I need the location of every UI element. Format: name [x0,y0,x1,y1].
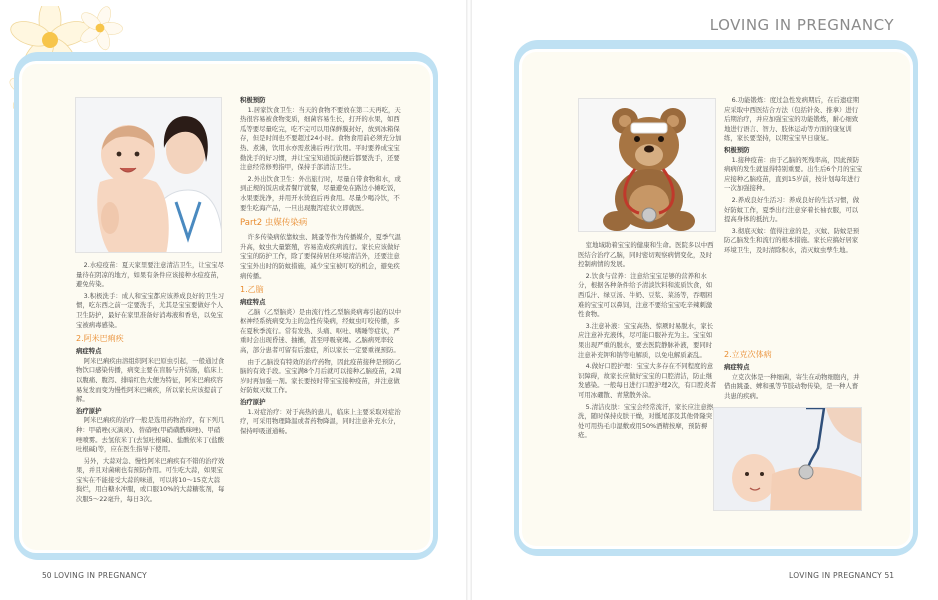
paragraph: 乙脑（乙型脑炎）是由流行性乙型脑炎病毒引起的以中枢神经系统病变为主的急性传染病，经蚊虫叮咬传播，多在夏秋季流行。常有发热、头痛、呕吐、嗜睡等症状，严重时会出现昏迷、抽搐，甚至呼吸衰竭。乙脑病死率较高，部分患者可留有后遗症，所以家长一定要重视预防。 [240,307,402,355]
paragraph: 1.接种疫苗：由于乙脑的死残率高，因此预防病病的发生就显得特别重要。出生后6个月的宝宝应接种乙脑疫苗，直到15岁前，按计划每年进行一次加强接种。 [724,155,863,193]
paragraph: 3.彻底灭蚊：值得注意的是，灭蚊、防蚊是预防乙脑发生和流行的根本措施。家长应搞好居家环境卫生，及时清除积水，消灭蚊虫孳生地。 [724,226,860,254]
paragraph: 6.功能锻炼：度过急性发病期后，在后遗症期应采取中西医结合方法（包括针灸、推拿）进行后期治疗，并应加强宝宝的功能锻炼，耐心细致地进行语言、智力、肢体运动等方面的康复训练，家长要坚持，以期宝宝早日康复。 [724,96,860,143]
part-heading: Part2 虫媒传染病 [240,218,308,229]
paragraph: 立克次体是一种细菌，寄生在动物细胞内，并借由跳蚤、蜱和虱等节肢动物传染，是一种人畜共患的疾病。 [724,372,860,400]
section-heading: 2.立克次体病 [724,350,772,359]
subheading: 治疗原护 [76,406,102,415]
masthead-title: LOVING IN PREGNANCY [709,16,894,34]
paragraph: 阿米巴痢疾的治疗一般是选用药物治疗，有下列几种：甲硝唑(灭滴灵)、替硝唑(甲硝磺酰咪唑)、甲硝唑喷雾。去氢依米丁(去氢吐根碱)、盐酸依米丁(盐酸吐根碱)等，应在医生指导下使用。 [76,416,225,454]
paragraph: 2.外出饮食卫生：外出旅行时，尽量自带食物和水，或到正规的饭店或者餐厅就餐，尽量避免在路边小摊吃饭，水果要洗净，并用开水烫泡后再食用。尽量少喝冷饮，不要生吃海产品，一旦出现腹泻症状立即就医。 [240,174,401,212]
paragraph: 由于乙脑没有特效的治疗药物，因此疫苗接种是预防乙脑的有效手段。宝宝满8个月后就可以接种乙脑疫苗，2周岁时再加强一剂。家长要按时带宝宝接种疫苗，并注意做好防蚊灭蚊工作。 [240,357,402,395]
paragraph: 阿米巴痢疾由溶组织阿米巴原虫引起，一般通过食物饮口感染传播，病变主要在盲肠与升结肠，临床上以腹痛、腹泻、排暗红色大便为特征，阿米巴痢疾容易复发而变为慢性阿米巴痢疾，所以家长应该提前了解。 [76,356,225,404]
paragraph: 室地域助着宝宝的健康和生命。医院多以中西医结合治疗乙脑，同时密切观察病情变化，及时控制病情的发展。 [578,241,714,269]
subheading: 积极预防 [724,145,750,154]
right-column-2-lower [724,346,864,406]
section-heading: 2.阿米巴痢疾 [76,334,124,344]
subheading: 病症特点 [724,363,750,371]
page-number: 51 [884,571,894,580]
paragraph: 2.养成良好生活习：养成良好的生活习惯，做好防蚊工作，夏季出行注意穿着长袖衣服，可以提高身体的抵抗力。 [724,195,860,224]
left-column-2 [240,96,402,552]
paragraph: 1.对症治疗：对于高热的患儿，临床上主要采取对症治疗，可采用物理降温或者药物降温，同时注意补充水分，保持呼吸道通畅。 [240,407,401,435]
paragraph: 另外，大蒜对急、慢性阿米巴痢疾有不错的治疗效果，并且对菌痢也有预防作用。可生吃大蒜，如果宝宝实在不能接受大蒜的味道，可以将10～15克大蒜捣烂，用白糖水冲服，或口服10%的大蒜糖浆剂，每次服5～22毫升，每日3次。 [76,456,225,504]
page-footer-right [789,571,894,580]
subheading: 积极预防 [240,96,266,104]
paragraph: 1.居家饮食卫生：当天的食物不要放在第二天再吃，天热很容易被食物变质，细菌容易生长，打开的水果，如西瓜等要尽量吃完，吃不完可以用保鲜膜封好，放到冰箱保存，但是时间也不要超过24小时。食物食用前必须充分加热、煮沸，饮用水亦需煮沸后再行饮用。平时要养成宝宝勤洗手的好习惯，并让宝宝知道饭前便后都要洗手，还要注意经常修剪指甲，保持手部清洁卫生。 [240,105,402,172]
photo-baby-checkup [713,407,862,511]
paragraph: 2.饮食与营养：注意给宝宝足够的营养和水分，根据各种条件给予清淡饮料和流质饮食，如西瓜汁、绿豆汤、牛奶、豆浆、菜汤等，吞咽困难的宝宝可以鼻饲，注意不要给宝宝吃辛辣刺激性食物。 [578,271,713,319]
footer-brand: LOVING IN PREGNANCY [53,571,147,580]
paragraph: 4.做好口腔护理：宝宝大多存在不同程度的意识障碍，故家长应做好宝宝的口腔清洁，防止继发感染。一般每日进行口腔护理2次，有口腔炎者可用冰硼散、青黛散外涂。 [578,362,717,399]
baby-checkup-illustration [714,408,862,511]
section-heading: 1.乙脑 [240,285,264,295]
subheading: 病症特点 [76,347,102,356]
teddy-bear-illustration [579,99,716,232]
paragraph: 3.注意补液：宝宝高热、惊厥时易脱水，家长应注意补充液体，尽可能口服补充为主。宝宝如果出现严重的脱水，要去医院静脉补液，要同时注意补充钾和钠等电解质，以免电解质紊乱。 [578,321,714,359]
photo-teddy-bear-with-stethoscope [578,98,716,232]
paragraph: 3.积极洗手：成人和宝宝都应该养成良好的卫生习惯，吃东西之前一定要洗手，尤其是宝宝要做好个人卫生防护，最好在家里准备好消毒液和香皂，以免宝宝被病毒感染。 [76,291,224,329]
subheading: 病症特点 [240,298,266,307]
page-number: 50 [42,571,52,580]
page-gutter [466,0,472,600]
right-column-1 [578,241,718,552]
left-column-1 [76,261,226,553]
paragraph: 5.清洁皮肤：宝宝会经常流汗，家长应注意擦洗，随时保持皮肤干燥，对骶尾部及其他骨隆突处可用热毛巾湿敷或用50%酒精按摩，预防褥疮。 [578,402,714,440]
right-column-2 [724,96,864,344]
paragraph: 许多传染病依靠蚊虫、跳蚤等作为传播媒介，夏季气温升高，蚊虫大量繁殖，容易造成疾病流行。家长应该做好宝宝的防护工作，除了要保持居住环境清洁外，还要注意宝宝外出时的防蚊措施，减少宝宝被叮咬的机会，避免疾病传播。 [240,233,402,280]
footer-brand: LOVING IN PREGNANCY [789,571,883,580]
page-footer-left [42,571,147,580]
subheading: 治疗原护 [240,398,266,407]
doctor-baby-illustration [76,98,222,253]
paragraph: 2.水痘疫苗：夏天家里要注意清洁卫生，让宝宝尽量待在阴凉的地方，如果有条件应该接种水痘疫苗，避免传染。 [76,261,224,289]
photo-doctor-with-baby [75,97,222,253]
